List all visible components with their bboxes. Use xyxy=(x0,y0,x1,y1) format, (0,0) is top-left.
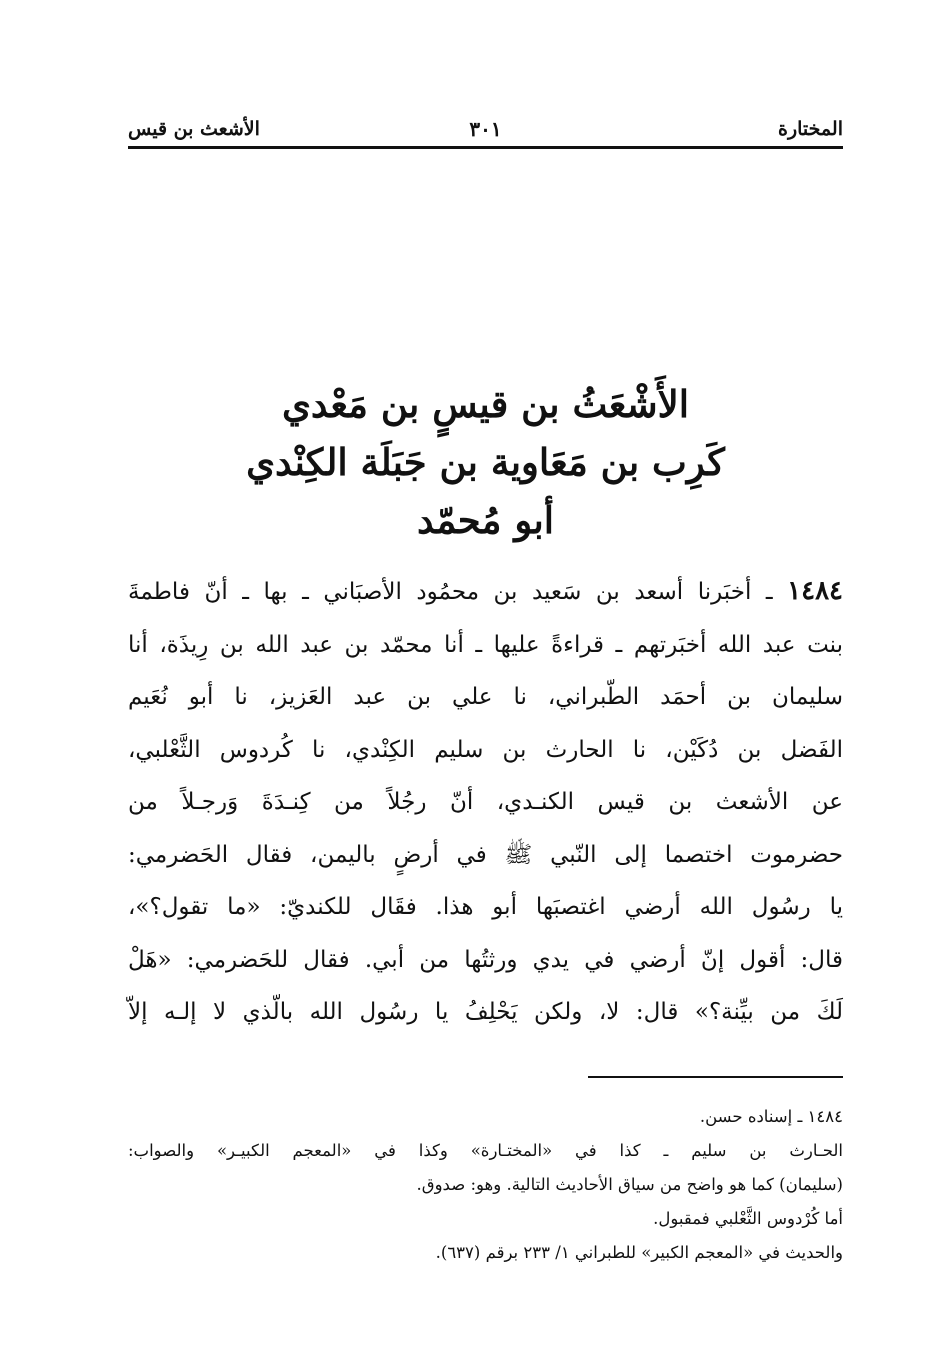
body-line: يا رسُول الله أرضي اغتصبَها أبو هذا. فقَال للكنديّ: «ما تقول؟»، xyxy=(128,894,843,920)
hadith-text xyxy=(128,565,843,1039)
header-chapter-title: الأشعث بن قيس xyxy=(128,118,260,140)
body-line: الفَضل بن دُكَيْن، نا الحارث بن سليم الكِنْدي، نا كُردوس الثَّعْلبي، xyxy=(128,736,843,763)
hadith-number: ١٤٨٤ xyxy=(787,576,843,606)
section-title xyxy=(128,375,843,549)
title-line-1: الأَشْعَثُ بن قيسٍ بن مَعْدي xyxy=(281,382,690,426)
body-line: سليمان بن أحمَد الطّبراني، نا علي بن عبد العَزيز، نا أبو نُعَيم xyxy=(128,684,843,710)
footnote-line: أما كُرْدوس الثَّعْلبي فمقبول. xyxy=(653,1209,843,1228)
title-line-3: أبو مُحمّد xyxy=(416,498,555,542)
body-line: لَكَ من بيِّنة؟» قال: لا، ولكن يَحْلِفُ يا رسُول الله بالّذي لا إلـه إلاّ xyxy=(128,999,843,1025)
running-header xyxy=(128,112,843,149)
page-number: ٣٠١ xyxy=(469,117,502,141)
body-line: عن الأشعث بن قيس الكنـدي، أنّ رجُلاً من كِنـدَةَ وَرجـلاً من xyxy=(128,789,843,815)
body-line: ١٤٨٤ ـ أخبَرنا أسعد بن سَعيد بن محمُود الأصبَاني ـ بها ـ أنّ فاطمةَ xyxy=(128,576,843,606)
footnote-line: (سليمان) كما هو واضح من سياق الأحاديث التالية. وهو: صدوق. xyxy=(416,1175,843,1194)
header-book-title: المختارة xyxy=(778,118,843,140)
footnote-line: الحـارث بن سليم ـ كذا في «المختـارة» وكذا في «المعجم الكبيـر» والصواب: xyxy=(128,1141,843,1160)
footnote-divider xyxy=(588,1076,843,1078)
body-line: قال: أقول إنّ أرضي في يدي ورثتُها من أبي. فقال للحَضرمي: «هَلْ xyxy=(128,946,843,973)
footnotes xyxy=(128,1100,843,1270)
body-line: بنت عبد الله أخبَرتهم ـ قراءةً عليها ـ أنا محمّد بن عبد الله بن رِيذَة، أنا xyxy=(128,631,843,658)
title-line-2: كَرِب بن مَعَاوية بن جَبَلَة الكِنْدي xyxy=(246,440,725,484)
body-line: حضرموت اختصما إلى النّبي ﷺ في أرضٍ باليمن، فقال الحَضرمي: xyxy=(128,841,843,868)
footnote-line: والحديث في «المعجم الكبير» للطبراني ١/ ٢٣٣ برقم (٦٣٧). xyxy=(435,1243,843,1262)
footnote-line: ١٤٨٤ ـ إسناده حسن. xyxy=(699,1107,843,1126)
